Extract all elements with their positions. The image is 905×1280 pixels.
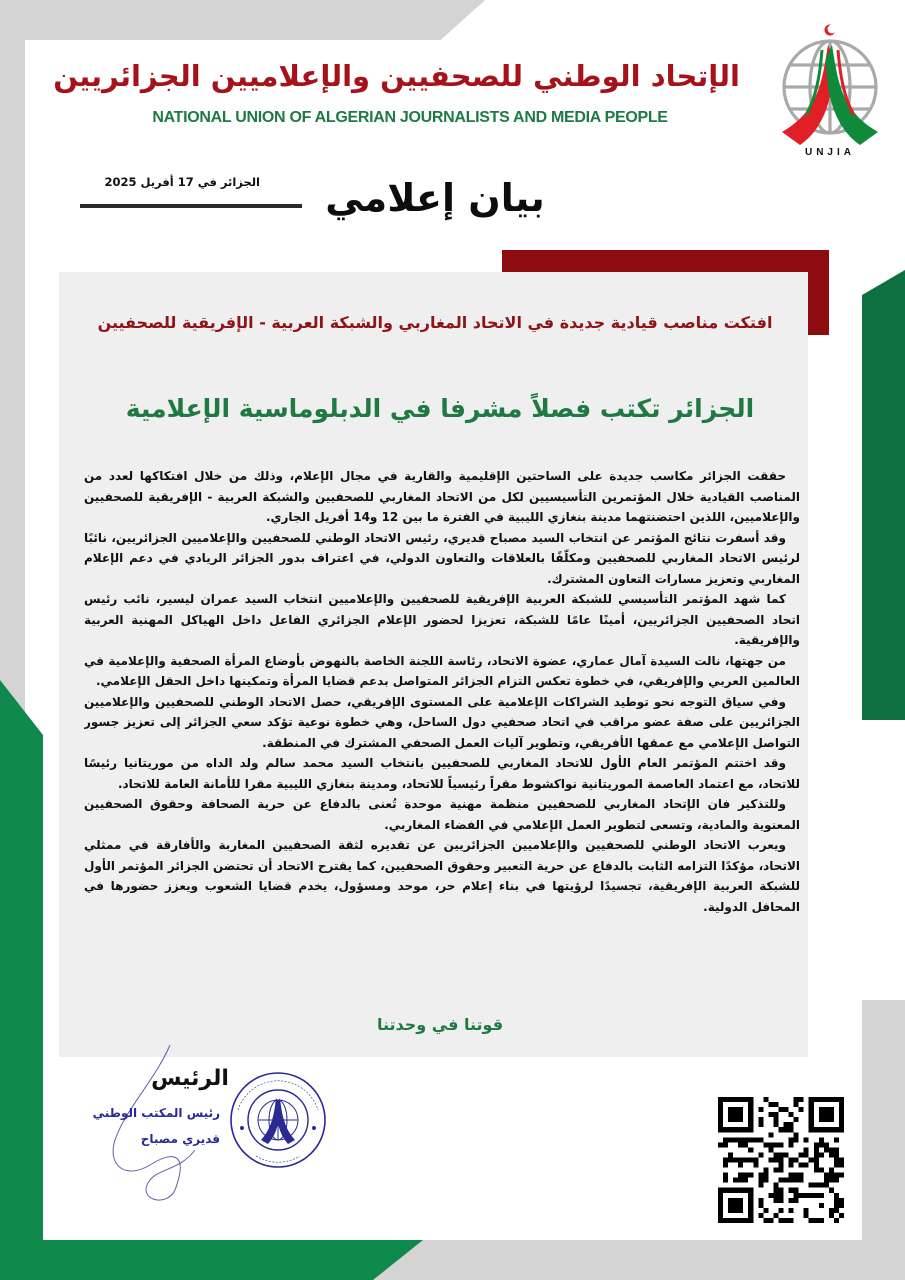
qr-module [809, 1157, 814, 1162]
qr-module [773, 1168, 778, 1173]
qr-module [773, 1188, 778, 1193]
qr-module [758, 1152, 763, 1157]
qr-module [753, 1157, 758, 1162]
qr-module [824, 1178, 829, 1183]
qr-module [819, 1168, 824, 1173]
qr-module [814, 1193, 819, 1198]
unjia-logo-icon [770, 20, 890, 160]
qr-module [784, 1127, 789, 1132]
qr-module [778, 1127, 783, 1132]
qr-module [789, 1142, 794, 1147]
qr-module [789, 1112, 794, 1117]
article-subtitle: افتكت مناصب قيادية جديدة في الاتحاد المغاربي والشبكة العربية - الإفريقية للصحفيين [97, 313, 773, 332]
qr-module [804, 1163, 809, 1168]
qr-module [794, 1173, 799, 1178]
qr-module [758, 1178, 763, 1183]
qr-module [763, 1208, 768, 1213]
decorative-green-band-right [862, 270, 905, 720]
qr-module [839, 1163, 844, 1168]
qr-module [778, 1178, 783, 1183]
qr-module [768, 1142, 773, 1147]
qr-module [834, 1218, 839, 1223]
qr-module [794, 1132, 799, 1137]
qr-module [753, 1163, 758, 1168]
qr-module [773, 1152, 778, 1157]
qr-module [728, 1152, 733, 1157]
qr-module [784, 1178, 789, 1183]
qr-module [778, 1168, 783, 1173]
qr-module [789, 1188, 794, 1193]
qr-module [789, 1122, 794, 1127]
qr-module [763, 1168, 768, 1173]
qr-module [748, 1157, 753, 1162]
qr-module [738, 1163, 743, 1168]
qr-module [799, 1163, 804, 1168]
qr-module [824, 1183, 829, 1188]
qr-module [799, 1173, 804, 1178]
qr-module [773, 1193, 778, 1198]
signatory-role: رئيس المكتب الوطني [92, 1106, 220, 1120]
qr-module [799, 1178, 804, 1183]
qr-module [773, 1112, 778, 1117]
article-paragraph: وقد اختتم المؤتمر العام الأول للاتحاد المغاربي للصحفيين بانتخاب السيد محمد سالم ولد الداه من موريتانيا رئيسًا للاتحاد، مع اعتماد العاصمة الموريتانية نواكشوط مقراً رئيسياً للاتحاد، ومدينة بنغازي الليبية مقرا للأمانة العامة للاتحاد. [84, 756, 800, 791]
qr-module [763, 1097, 768, 1102]
qr-module [758, 1107, 763, 1112]
qr-code-icon[interactable] [718, 1097, 844, 1223]
qr-module [728, 1107, 743, 1122]
qr-module [794, 1178, 799, 1183]
qr-module [834, 1203, 839, 1208]
qr-module [778, 1188, 783, 1193]
qr-module [819, 1203, 824, 1208]
qr-module [819, 1183, 824, 1188]
qr-module [738, 1173, 743, 1178]
article-paragraph: وقد أسفرت نتائج المؤتمر عن انتخاب السيد مصباح قديري، رئيس الاتحاد الوطني للصحفيين والإعلاميين الجزائريين، نائبًا لرئيس الاتحاد المغاربي للصحفيين ومكلّفًا بالعلاقات والتعاون الدولي، في اعتراف بدور الجزائر الريادي في دعم الإعلام المغاربي وتعزيز مسارات التعاون المشترك. [84, 530, 800, 586]
qr-module [748, 1137, 753, 1142]
qr-module [723, 1137, 728, 1142]
qr-module [804, 1152, 809, 1157]
qr-module [789, 1178, 794, 1183]
qr-module [809, 1193, 814, 1198]
qr-module [814, 1183, 819, 1188]
article-paragraph: ويعرب الاتحاد الوطني للصحفيين والإعلاميين الجزائريين عن تقديره لثقة الصحفيين المغاربة والأفارقة في ممثلي الاتحاد، مؤكدًا التزامه الثابت بالدفاع عن حرية التعبير وحقوق الصحفيين، كما يقترح الاتحاد أن تحتضن الجزائر المؤتمر الأول للشبكة العربية الإفريقية، تجسيدًا لرؤيتها في بناء إعلام حر، موحد ومسؤول، يخدم قضايا الشعوب ويعزز حضورها في المحافل الدولية. [84, 838, 800, 914]
qr-module [834, 1193, 839, 1198]
qr-module [728, 1137, 733, 1142]
slogan: قوتنا في وحدتنا [376, 1015, 504, 1034]
globe-logo-icon [770, 20, 890, 145]
qr-module [839, 1203, 844, 1208]
qr-module [804, 1208, 809, 1213]
qr-module [738, 1137, 743, 1142]
qr-module [778, 1193, 783, 1198]
qr-module [758, 1183, 763, 1188]
qr-module [778, 1208, 783, 1213]
qr-module [768, 1132, 773, 1137]
qr-module [834, 1178, 839, 1183]
qr-module [778, 1152, 783, 1157]
signatory-name: قديري مصباح [140, 1132, 220, 1146]
qr-module [804, 1213, 809, 1218]
qr-module [794, 1188, 799, 1193]
qr-module [834, 1198, 839, 1203]
qr-module [804, 1137, 809, 1142]
qr-module [768, 1112, 773, 1117]
qr-module [819, 1107, 834, 1122]
qr-module [799, 1152, 804, 1157]
qr-module [723, 1178, 728, 1183]
qr-module [768, 1102, 773, 1107]
qr-module [758, 1117, 763, 1122]
qr-module [794, 1137, 799, 1142]
qr-module [829, 1188, 834, 1193]
qr-module [758, 1213, 763, 1218]
qr-module [723, 1173, 728, 1178]
qr-module [778, 1142, 783, 1147]
qr-module [819, 1137, 824, 1142]
qr-module [743, 1173, 748, 1178]
qr-module [738, 1157, 743, 1162]
qr-module [753, 1137, 758, 1142]
qr-module [773, 1183, 778, 1188]
qr-module [718, 1142, 723, 1147]
qr-module [789, 1157, 794, 1162]
qr-module [819, 1193, 824, 1198]
qr-module [829, 1147, 834, 1152]
qr-module [809, 1218, 814, 1223]
qr-module [824, 1142, 829, 1147]
qr-module [758, 1203, 763, 1208]
qr-module [789, 1137, 794, 1142]
qr-module [819, 1142, 824, 1147]
qr-module [824, 1147, 829, 1152]
qr-module [794, 1193, 799, 1198]
qr-module [748, 1147, 753, 1152]
qr-module [839, 1157, 844, 1162]
qr-module [829, 1152, 834, 1157]
qr-module [789, 1163, 794, 1168]
qr-module [834, 1157, 839, 1162]
qr-module [834, 1147, 839, 1152]
qr-module [773, 1102, 778, 1107]
qr-module [748, 1173, 753, 1178]
qr-module [834, 1208, 839, 1213]
organization-name-arabic: الإتحاد الوطني للصحفيين والإعلاميين الجزائريين [53, 59, 740, 93]
document-type-title: بيان إعلامي [325, 176, 545, 220]
article-headline: الجزائر تكتب فصلاً مشرفا في الدبلوماسية الإعلامية [125, 394, 755, 423]
qr-module [784, 1122, 789, 1127]
qr-module [763, 1218, 768, 1223]
qr-module [758, 1198, 763, 1203]
qr-module [758, 1173, 763, 1178]
qr-module [743, 1137, 748, 1142]
qr-module [834, 1173, 839, 1178]
qr-module [773, 1117, 778, 1122]
qr-module [814, 1142, 819, 1147]
qr-module [743, 1178, 748, 1183]
stamp-seal-icon [228, 1070, 328, 1170]
qr-module [733, 1157, 738, 1162]
qr-module [804, 1147, 809, 1152]
qr-module [789, 1208, 794, 1213]
qr-module [794, 1102, 799, 1107]
date-divider [80, 204, 302, 208]
qr-module [768, 1157, 773, 1162]
qr-module [824, 1173, 829, 1178]
qr-module [819, 1218, 824, 1223]
qr-module [773, 1142, 778, 1147]
qr-module [789, 1173, 794, 1178]
qr-module [743, 1142, 748, 1147]
qr-module [794, 1097, 799, 1102]
qr-module [789, 1127, 794, 1132]
qr-module [834, 1163, 839, 1168]
qr-module [839, 1213, 844, 1218]
qr-module [814, 1163, 819, 1168]
qr-code-matrix-icon [718, 1097, 844, 1223]
qr-module [814, 1147, 819, 1152]
logo-text: UNJIA [804, 147, 855, 158]
qr-module [763, 1173, 768, 1178]
qr-module [723, 1163, 728, 1168]
qr-module [814, 1218, 819, 1223]
article-paragraph: وفي سياق التوجه نحو توطيد الشراكات الإعلامية على المستوى الإفريقي، حصل الاتحاد الوطني للصحفيين والإعلاميين الجزائريين على صفة عضو مراقب في اتحاد صحفيي دول الساحل، وهي خطوة نوعية تؤكد سعي الجزائر إلى تعزيز جسور التواصل الإعلامي مع عمقها الأفريقي، وتطوير آليات العمل الصحفي المشترك في المنطقة. [84, 694, 800, 750]
qr-module [829, 1178, 834, 1183]
qr-module [778, 1198, 783, 1203]
qr-module [773, 1122, 778, 1127]
qr-module [763, 1178, 768, 1183]
qr-module [794, 1198, 799, 1203]
article-paragraph: وللتذكير فان الإتحاد المغاربي للصحفيين منظمة مهنية موحدة تُعنى بالدفاع عن حرية الصحافة وحقوق الصحفيين المعنوية والمادية، وتسعى لتطوير العمل الإعلامي في الفضاء المغاربي. [84, 797, 800, 832]
qr-module [839, 1198, 844, 1203]
qr-module [809, 1183, 814, 1188]
qr-module [728, 1198, 743, 1213]
qr-module [733, 1137, 738, 1142]
article-paragraph: كما شهد المؤتمر التأسيسي للشبكة العربية الإفريقية للصحفيين والإعلاميين انتخاب السيد عمران ليسير، نائب رئيس اتحاد الصحفيين الجزائريين، أمينًا عامًا للشبكة، تعزيزا لحضور الإعلام الجزائري الفاعل داخل الهياكل المهنية العربية والإفريقية. [84, 592, 800, 647]
qr-module [794, 1157, 799, 1162]
decorative-gray-band-right [862, 1000, 905, 1280]
qr-module [799, 1193, 804, 1198]
official-stamp-icon [228, 1070, 328, 1170]
qr-module [773, 1213, 778, 1218]
qr-module [778, 1157, 783, 1162]
qr-module [839, 1173, 844, 1178]
qr-module [814, 1157, 819, 1162]
qr-module [733, 1178, 738, 1183]
qr-module [829, 1168, 834, 1173]
qr-module [723, 1142, 728, 1147]
qr-module [768, 1218, 773, 1223]
qr-module [799, 1107, 804, 1112]
qr-module [768, 1193, 773, 1198]
qr-module [768, 1147, 773, 1152]
qr-module [738, 1178, 743, 1183]
qr-module [763, 1142, 768, 1147]
qr-module [743, 1157, 748, 1162]
document-date: الجزائر في 17 أفريل 2025 [104, 175, 260, 189]
qr-module [723, 1157, 728, 1162]
qr-module [784, 1107, 789, 1112]
qr-module [778, 1218, 783, 1223]
qr-module [773, 1198, 778, 1203]
organization-name-english: NATIONAL UNION OF ALGERIAN JOURNALISTS AND MEDIA PEOPLE [152, 109, 668, 126]
signatory-title: الرئيس [151, 1066, 229, 1091]
qr-module [799, 1097, 804, 1102]
qr-module [784, 1152, 789, 1157]
qr-module [778, 1163, 783, 1168]
qr-module [738, 1142, 743, 1147]
article-paragraph: حققت الجزائر مكاسب جديدة على الساحتين الإقليمية والقارية في مجال الإعلام، وذلك من خلال افتكاكها لعدد من المناصب القيادية خلال المؤتمرين التأسيسيين لكل من الاتحاد المغاربي للصحفيين والشبكة العربية - الإفريقية للصحفيين والإعلاميين، اللذين احتضنتهما مدينة بنغازي الليبية في الفترة ما بين 12 و14 أفريل الجاري. [84, 469, 800, 524]
qr-module [834, 1152, 839, 1157]
qr-module [773, 1157, 778, 1162]
qr-module [758, 1122, 763, 1127]
qr-module [789, 1218, 794, 1223]
qr-module [789, 1198, 794, 1203]
qr-module [829, 1208, 834, 1213]
qr-module [814, 1168, 819, 1173]
qr-module [778, 1107, 783, 1112]
qr-module [814, 1152, 819, 1157]
qr-module [819, 1152, 824, 1157]
decorative-green-band-left [0, 680, 43, 1280]
qr-module [804, 1193, 809, 1198]
article-body [84, 466, 800, 996]
qr-module [834, 1137, 839, 1142]
qr-module [728, 1157, 733, 1162]
article-paragraph: من جهتها، نالت السيدة آمال عماري، عضوة الاتحاد، رئاسة اللجنة الخاصة بالنهوض بأوضاع المرأة الصحفية والإعلامية في العالمين العربي والإفريقي، في خطوة تعكس التزام الجزائر المتواصل بدعم قضايا المرأة وتمكينها داخل الحقل الإعلامي. [84, 653, 800, 688]
qr-module [758, 1137, 763, 1142]
qr-module [829, 1213, 834, 1218]
qr-module [829, 1173, 834, 1178]
qr-module [794, 1117, 799, 1122]
qr-module [784, 1218, 789, 1223]
